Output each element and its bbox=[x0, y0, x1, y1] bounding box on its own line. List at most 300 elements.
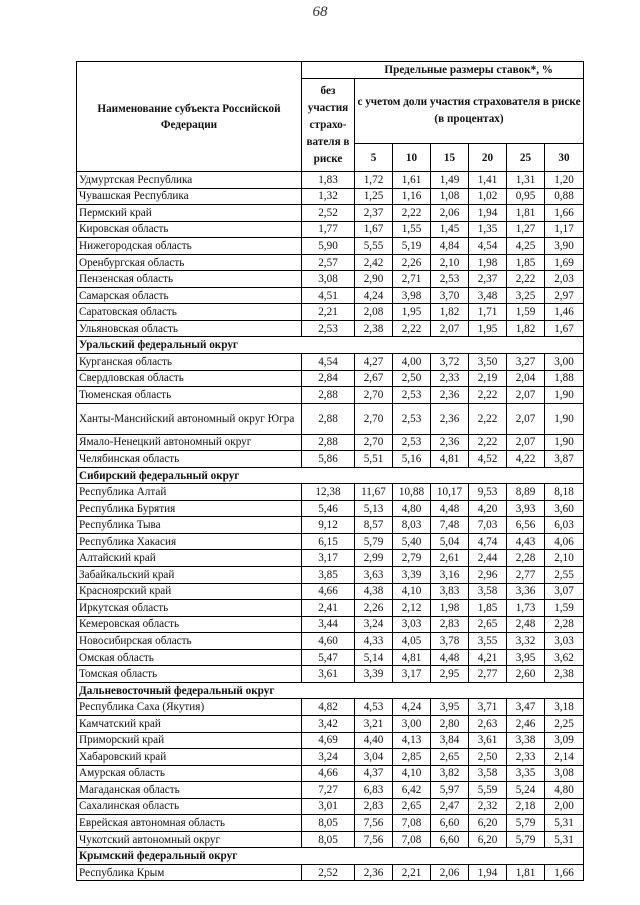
rate-cell: 3,58 bbox=[469, 583, 507, 600]
rate-cell: 2,19 bbox=[469, 370, 507, 387]
column-header: 25 bbox=[507, 144, 545, 172]
table-row bbox=[77, 320, 584, 337]
rate-cell: 7,56 bbox=[355, 831, 393, 848]
rate-cell: 3,27 bbox=[507, 354, 545, 371]
region-name: Еврейская автономная область bbox=[77, 815, 302, 832]
rate-cell: 8,03 bbox=[393, 517, 431, 534]
column-header: 10 bbox=[393, 144, 431, 172]
rate-cell: 6,42 bbox=[393, 782, 431, 799]
rate-cell: 5,04 bbox=[431, 533, 469, 550]
region-name: Томская область bbox=[77, 666, 302, 683]
rate-cell: 8,89 bbox=[507, 484, 545, 501]
rate-cell: 1,82 bbox=[431, 304, 469, 321]
rate-cell: 1,90 bbox=[545, 387, 584, 404]
rate-cell: 2,55 bbox=[545, 567, 584, 584]
rate-cell: 3,09 bbox=[545, 732, 584, 749]
rate-cell: 5,90 bbox=[302, 238, 355, 255]
rate-cell: 2,38 bbox=[355, 320, 393, 337]
column-header: 30 bbox=[545, 144, 584, 172]
rate-cell: 6,83 bbox=[355, 782, 393, 799]
rate-cell: 2,46 bbox=[507, 715, 545, 732]
rate-cell: 2,04 bbox=[507, 370, 545, 387]
rate-cell: 2,63 bbox=[469, 715, 507, 732]
rate-cell: 8,05 bbox=[302, 831, 355, 848]
rate-cell: 2,57 bbox=[302, 254, 355, 271]
table-row bbox=[77, 205, 584, 222]
rate-cell: 2,06 bbox=[431, 864, 469, 881]
rate-cell: 3,01 bbox=[302, 798, 355, 815]
region-name: Магаданская область bbox=[77, 782, 302, 799]
rate-cell: 3,98 bbox=[393, 287, 431, 304]
table-row bbox=[77, 715, 584, 732]
table-row bbox=[77, 500, 584, 517]
table-row bbox=[77, 403, 584, 434]
rate-cell: 4,24 bbox=[355, 287, 393, 304]
table-row bbox=[77, 567, 584, 584]
rate-cell: 2,12 bbox=[393, 600, 431, 617]
rate-cell: 4,37 bbox=[355, 765, 393, 782]
rate-cell: 1,77 bbox=[302, 221, 355, 238]
rate-cell: 1,49 bbox=[431, 172, 469, 189]
rate-cell: 4,69 bbox=[302, 732, 355, 749]
rate-cell: 2,21 bbox=[393, 864, 431, 881]
rate-cell: 3,24 bbox=[355, 616, 393, 633]
rate-cell: 2,70 bbox=[355, 434, 393, 451]
region-name: Курганская область bbox=[77, 354, 302, 371]
section-row bbox=[77, 467, 584, 484]
rate-cell: 2,71 bbox=[393, 271, 431, 288]
rate-cell: 2,53 bbox=[393, 387, 431, 404]
rate-cell: 2,88 bbox=[302, 387, 355, 404]
rate-cell: 5,97 bbox=[431, 782, 469, 799]
rate-cell: 1,66 bbox=[545, 864, 584, 881]
rate-cell: 8,18 bbox=[545, 484, 584, 501]
rate-cell: 4,43 bbox=[507, 533, 545, 550]
rate-cell: 4,66 bbox=[302, 583, 355, 600]
region-name: Саратовская область bbox=[77, 304, 302, 321]
rate-cell: 5,51 bbox=[355, 451, 393, 468]
rate-cell: 5,40 bbox=[393, 533, 431, 550]
rate-cell: 2,22 bbox=[469, 434, 507, 451]
rate-cell: 3,71 bbox=[469, 699, 507, 716]
rate-cell: 4,48 bbox=[431, 649, 469, 666]
region-name: Свердловская область bbox=[77, 370, 302, 387]
region-name: Приморский край bbox=[77, 732, 302, 749]
rate-cell: 2,80 bbox=[431, 715, 469, 732]
rate-cell: 1,59 bbox=[545, 600, 584, 617]
region-name: Амурская область bbox=[77, 765, 302, 782]
table-row bbox=[77, 484, 584, 501]
rate-cell: 2,26 bbox=[355, 600, 393, 617]
table-row bbox=[77, 765, 584, 782]
rate-cell: 5,55 bbox=[355, 238, 393, 255]
rate-cell: 2,37 bbox=[469, 271, 507, 288]
rate-cell: 5,79 bbox=[355, 533, 393, 550]
rate-cell: 9,53 bbox=[469, 484, 507, 501]
region-name: Нижегородская область bbox=[77, 238, 302, 255]
rate-cell: 4,80 bbox=[393, 500, 431, 517]
rate-cell: 1,95 bbox=[469, 320, 507, 337]
rate-cell: 3,87 bbox=[545, 451, 584, 468]
table-row bbox=[77, 864, 584, 881]
rate-cell: 2,22 bbox=[393, 320, 431, 337]
rate-cell: 5,14 bbox=[355, 649, 393, 666]
rate-cell: 2,33 bbox=[431, 370, 469, 387]
rate-cell: 2,07 bbox=[431, 320, 469, 337]
rate-cell: 4,33 bbox=[355, 633, 393, 650]
rate-cell: 3,72 bbox=[431, 354, 469, 371]
table-row bbox=[77, 732, 584, 749]
table-row bbox=[77, 354, 584, 371]
rate-cell: 4,13 bbox=[393, 732, 431, 749]
rate-cell: 1,55 bbox=[393, 221, 431, 238]
rate-cell: 1,81 bbox=[507, 864, 545, 881]
rate-cell: 1,59 bbox=[507, 304, 545, 321]
rate-cell: 2,48 bbox=[507, 616, 545, 633]
rate-cell: 1,98 bbox=[431, 600, 469, 617]
rate-cell: 3,08 bbox=[302, 271, 355, 288]
section-row bbox=[77, 848, 584, 865]
rate-cell: 2,18 bbox=[507, 798, 545, 815]
rate-cell: 2,67 bbox=[355, 370, 393, 387]
region-name: Хабаровский край bbox=[77, 749, 302, 766]
rate-cell: 3,62 bbox=[545, 649, 584, 666]
table-row bbox=[77, 600, 584, 617]
rate-cell: 1,61 bbox=[393, 172, 431, 189]
rate-cell: 6,20 bbox=[469, 831, 507, 848]
rate-cell: 1,46 bbox=[545, 304, 584, 321]
rate-cell: 7,03 bbox=[469, 517, 507, 534]
rate-cell: 2,42 bbox=[355, 254, 393, 271]
rate-cell: 2,03 bbox=[545, 271, 584, 288]
rate-cell: 2,00 bbox=[545, 798, 584, 815]
rate-cell: 2,53 bbox=[393, 403, 431, 434]
rate-cell: 1,81 bbox=[507, 205, 545, 222]
rate-cell: 4,24 bbox=[393, 699, 431, 716]
rate-cell: 1,32 bbox=[302, 188, 355, 205]
table-row bbox=[77, 815, 584, 832]
rate-cell: 2,22 bbox=[469, 403, 507, 434]
region-name: Ямало-Ненецкий автономный округ bbox=[77, 434, 302, 451]
column-header: 5 bbox=[355, 144, 393, 172]
table-row bbox=[77, 749, 584, 766]
region-name: Омская область bbox=[77, 649, 302, 666]
region-name: Ханты-Мансийский автономный округ Югра bbox=[77, 403, 302, 434]
rate-cell: 3,83 bbox=[431, 583, 469, 600]
rate-cell: 3,47 bbox=[507, 699, 545, 716]
rate-limits-header: Предельные размеры ставок*, % bbox=[302, 62, 584, 79]
rate-cell: 7,56 bbox=[355, 815, 393, 832]
rate-cell: 3,55 bbox=[469, 633, 507, 650]
rate-cell: 5,46 bbox=[302, 500, 355, 517]
region-name: Алтайский край bbox=[77, 550, 302, 567]
rate-cell: 6,03 bbox=[545, 517, 584, 534]
rate-cell: 4,54 bbox=[302, 354, 355, 371]
rate-cell: 2,79 bbox=[393, 550, 431, 567]
rate-cell: 2,07 bbox=[507, 387, 545, 404]
rate-cell: 1,16 bbox=[393, 188, 431, 205]
rate-cell: 4,60 bbox=[302, 633, 355, 650]
rate-cell: 2,38 bbox=[545, 666, 584, 683]
region-name: Иркутская область bbox=[77, 600, 302, 617]
region-name: Ульяновская область bbox=[77, 320, 302, 337]
rate-cell: 1,66 bbox=[545, 205, 584, 222]
rate-cell: 1,90 bbox=[545, 403, 584, 434]
region-name: Оренбургская область bbox=[77, 254, 302, 271]
region-name: Камчатский край bbox=[77, 715, 302, 732]
rate-cell: 5,19 bbox=[393, 238, 431, 255]
rate-cell: 3,44 bbox=[302, 616, 355, 633]
region-name: Республика Бурятия bbox=[77, 500, 302, 517]
rate-cell: 4,74 bbox=[469, 533, 507, 550]
rate-cell: 1,90 bbox=[545, 434, 584, 451]
rate-cell: 4,66 bbox=[302, 765, 355, 782]
section-row bbox=[77, 682, 584, 699]
rate-cell: 2,07 bbox=[507, 434, 545, 451]
rate-cell: 2,50 bbox=[393, 370, 431, 387]
region-name: Республика Крым bbox=[77, 864, 302, 881]
rate-cell: 2,44 bbox=[469, 550, 507, 567]
rate-cell: 1,98 bbox=[469, 254, 507, 271]
rate-cell: 2,52 bbox=[302, 864, 355, 881]
rate-cell: 2,41 bbox=[302, 600, 355, 617]
rate-cell: 2,37 bbox=[355, 205, 393, 222]
rate-cell: 2,83 bbox=[355, 798, 393, 815]
rate-cell: 3,60 bbox=[545, 500, 584, 517]
rate-cell: 4,10 bbox=[393, 765, 431, 782]
rate-cell: 4,82 bbox=[302, 699, 355, 716]
rate-cell: 2,22 bbox=[393, 205, 431, 222]
rate-cell: 6,60 bbox=[431, 815, 469, 832]
rate-cell: 5,59 bbox=[469, 782, 507, 799]
section-title: Уральский федеральный округ bbox=[77, 337, 584, 354]
rate-cell: 3,07 bbox=[545, 583, 584, 600]
table-row bbox=[77, 782, 584, 799]
rate-cell: 0,88 bbox=[545, 188, 584, 205]
table-row bbox=[77, 550, 584, 567]
rate-cell: 2,36 bbox=[431, 403, 469, 434]
rate-cell: 3,90 bbox=[545, 238, 584, 255]
rate-cell: 4,48 bbox=[431, 500, 469, 517]
rate-cell: 1,41 bbox=[469, 172, 507, 189]
rate-cell: 3,03 bbox=[393, 616, 431, 633]
table-row bbox=[77, 238, 584, 255]
table-body bbox=[77, 172, 584, 881]
rate-cell: 4,52 bbox=[469, 451, 507, 468]
rate-cell: 2,06 bbox=[431, 205, 469, 222]
rate-cell: 3,85 bbox=[302, 567, 355, 584]
table-row bbox=[77, 583, 584, 600]
rate-cell: 2,22 bbox=[507, 271, 545, 288]
table-row bbox=[77, 616, 584, 633]
rate-cell: 2,96 bbox=[469, 567, 507, 584]
rate-cell: 3,38 bbox=[507, 732, 545, 749]
region-name: Пензенская область bbox=[77, 271, 302, 288]
rate-cell: 4,80 bbox=[545, 782, 584, 799]
rate-cell: 1,25 bbox=[355, 188, 393, 205]
rate-cell: 3,70 bbox=[431, 287, 469, 304]
table-row bbox=[77, 533, 584, 550]
rate-cell: 2,21 bbox=[302, 304, 355, 321]
rate-cell: 3,24 bbox=[302, 749, 355, 766]
without-participation-header: без участия страхо-вателя в риске bbox=[302, 79, 355, 172]
rate-cell: 1,45 bbox=[431, 221, 469, 238]
rate-cell: 7,27 bbox=[302, 782, 355, 799]
column-header: 20 bbox=[469, 144, 507, 172]
rate-cell: 2,95 bbox=[431, 666, 469, 683]
rate-cell: 1,27 bbox=[507, 221, 545, 238]
page-number: 68 bbox=[312, 4, 328, 20]
table-row bbox=[77, 287, 584, 304]
rate-cell: 4,06 bbox=[545, 533, 584, 550]
rate-cell: 3,32 bbox=[507, 633, 545, 650]
region-name: Республика Саха (Якутия) bbox=[77, 699, 302, 716]
rate-cell: 6,15 bbox=[302, 533, 355, 550]
rate-cell: 2,85 bbox=[393, 749, 431, 766]
rate-cell: 2,36 bbox=[431, 387, 469, 404]
rate-cell: 5,31 bbox=[545, 831, 584, 848]
rate-cell: 3,00 bbox=[545, 354, 584, 371]
region-name: Самарская область bbox=[77, 287, 302, 304]
rate-cell: 2,88 bbox=[302, 434, 355, 451]
rate-cell: 4,10 bbox=[393, 583, 431, 600]
region-name: Удмуртская Республика bbox=[77, 172, 302, 189]
region-name: Сахалинская область bbox=[77, 798, 302, 815]
table-row bbox=[77, 254, 584, 271]
table-row bbox=[77, 699, 584, 716]
rate-cell: 1,85 bbox=[469, 600, 507, 617]
region-name: Республика Хакасия bbox=[77, 533, 302, 550]
rate-cell: 10,88 bbox=[393, 484, 431, 501]
region-name-header: Наименование субъекта Российской Федерации bbox=[77, 62, 302, 172]
column-header: 15 bbox=[431, 144, 469, 172]
table-row bbox=[77, 831, 584, 848]
rate-cell: 3,63 bbox=[355, 567, 393, 584]
rate-cell: 5,79 bbox=[507, 815, 545, 832]
rate-cell: 9,12 bbox=[302, 517, 355, 534]
rate-cell: 7,48 bbox=[431, 517, 469, 534]
rate-cell: 11,67 bbox=[355, 484, 393, 501]
rate-cell: 2,07 bbox=[507, 403, 545, 434]
rate-cell: 2,26 bbox=[393, 254, 431, 271]
rate-cell: 5,24 bbox=[507, 782, 545, 799]
rate-cell: 2,10 bbox=[431, 254, 469, 271]
rate-cell: 1,72 bbox=[355, 172, 393, 189]
rate-cell: 2,47 bbox=[431, 798, 469, 815]
rate-cell: 1,31 bbox=[507, 172, 545, 189]
rate-cell: 4,81 bbox=[431, 451, 469, 468]
rate-cell: 2,28 bbox=[545, 616, 584, 633]
table-row bbox=[77, 666, 584, 683]
section-title: Дальневосточный федеральный округ bbox=[77, 682, 584, 699]
rate-cell: 3,95 bbox=[431, 699, 469, 716]
region-name: Новосибирская область bbox=[77, 633, 302, 650]
rate-cell: 7,08 bbox=[393, 831, 431, 848]
section-row bbox=[77, 337, 584, 354]
rate-cell: 3,84 bbox=[431, 732, 469, 749]
region-name: Кировская область bbox=[77, 221, 302, 238]
rate-cell: 5,13 bbox=[355, 500, 393, 517]
table-row bbox=[77, 451, 584, 468]
region-name: Кемеровская область bbox=[77, 616, 302, 633]
rate-cell: 6,56 bbox=[507, 517, 545, 534]
rate-cell: 2,70 bbox=[355, 387, 393, 404]
table-row bbox=[77, 798, 584, 815]
rate-cell: 2,65 bbox=[431, 749, 469, 766]
rate-cell: 2,08 bbox=[355, 304, 393, 321]
table-row bbox=[77, 387, 584, 404]
rate-cell: 3,78 bbox=[431, 633, 469, 650]
rate-cell: 3,39 bbox=[355, 666, 393, 683]
rate-cell: 1,67 bbox=[355, 221, 393, 238]
rate-cell: 3,95 bbox=[507, 649, 545, 666]
rate-cell: 3,61 bbox=[469, 732, 507, 749]
rate-cell: 3,42 bbox=[302, 715, 355, 732]
rate-cell: 1,82 bbox=[507, 320, 545, 337]
rate-cell: 1,85 bbox=[507, 254, 545, 271]
rate-cell: 6,20 bbox=[469, 815, 507, 832]
with-participation-header: с учетом доли участия страхователя в риске (в процентах) bbox=[355, 79, 584, 144]
rate-cell: 1,73 bbox=[507, 600, 545, 617]
table-row bbox=[77, 221, 584, 238]
table-row bbox=[77, 633, 584, 650]
region-name: Забайкальский край bbox=[77, 567, 302, 584]
region-name: Республика Алтай bbox=[77, 484, 302, 501]
rate-cell: 3,50 bbox=[469, 354, 507, 371]
rate-cell: 5,79 bbox=[507, 831, 545, 848]
rate-cell: 2,14 bbox=[545, 749, 584, 766]
region-name: Пермский край bbox=[77, 205, 302, 222]
rate-cell: 2,32 bbox=[469, 798, 507, 815]
rate-cell: 3,61 bbox=[302, 666, 355, 683]
rate-cell: 2,33 bbox=[507, 749, 545, 766]
rate-cell: 1,35 bbox=[469, 221, 507, 238]
rate-cell: 1,71 bbox=[469, 304, 507, 321]
rate-cell: 4,38 bbox=[355, 583, 393, 600]
rate-cell: 3,16 bbox=[431, 567, 469, 584]
table-row bbox=[77, 517, 584, 534]
rate-cell: 2,99 bbox=[355, 550, 393, 567]
rate-cell: 2,36 bbox=[355, 864, 393, 881]
region-name: Чувашская Республика bbox=[77, 188, 302, 205]
rate-cell: 4,54 bbox=[469, 238, 507, 255]
rate-cell: 0,95 bbox=[507, 188, 545, 205]
rate-cell: 4,20 bbox=[469, 500, 507, 517]
rate-cell: 3,58 bbox=[469, 765, 507, 782]
rate-cell: 2,50 bbox=[469, 749, 507, 766]
rate-cell: 3,03 bbox=[545, 633, 584, 650]
rate-cell: 2,60 bbox=[507, 666, 545, 683]
table-row bbox=[77, 271, 584, 288]
rate-cell: 2,61 bbox=[431, 550, 469, 567]
rate-cell: 2,53 bbox=[431, 271, 469, 288]
rate-cell: 10,17 bbox=[431, 484, 469, 501]
rate-cell: 8,05 bbox=[302, 815, 355, 832]
region-name: Челябинская область bbox=[77, 451, 302, 468]
rate-cell: 2,65 bbox=[393, 798, 431, 815]
region-name: Чукотский автономный округ bbox=[77, 831, 302, 848]
rate-cell: 3,48 bbox=[469, 287, 507, 304]
rate-cell: 1,95 bbox=[393, 304, 431, 321]
rate-cell: 12,38 bbox=[302, 484, 355, 501]
rate-cell: 3,93 bbox=[507, 500, 545, 517]
rate-cell: 4,81 bbox=[393, 649, 431, 666]
rate-cell: 2,36 bbox=[431, 434, 469, 451]
rate-cell: 4,40 bbox=[355, 732, 393, 749]
rate-cell: 2,22 bbox=[469, 387, 507, 404]
rate-cell: 2,88 bbox=[302, 403, 355, 434]
rate-cell: 1,94 bbox=[469, 205, 507, 222]
